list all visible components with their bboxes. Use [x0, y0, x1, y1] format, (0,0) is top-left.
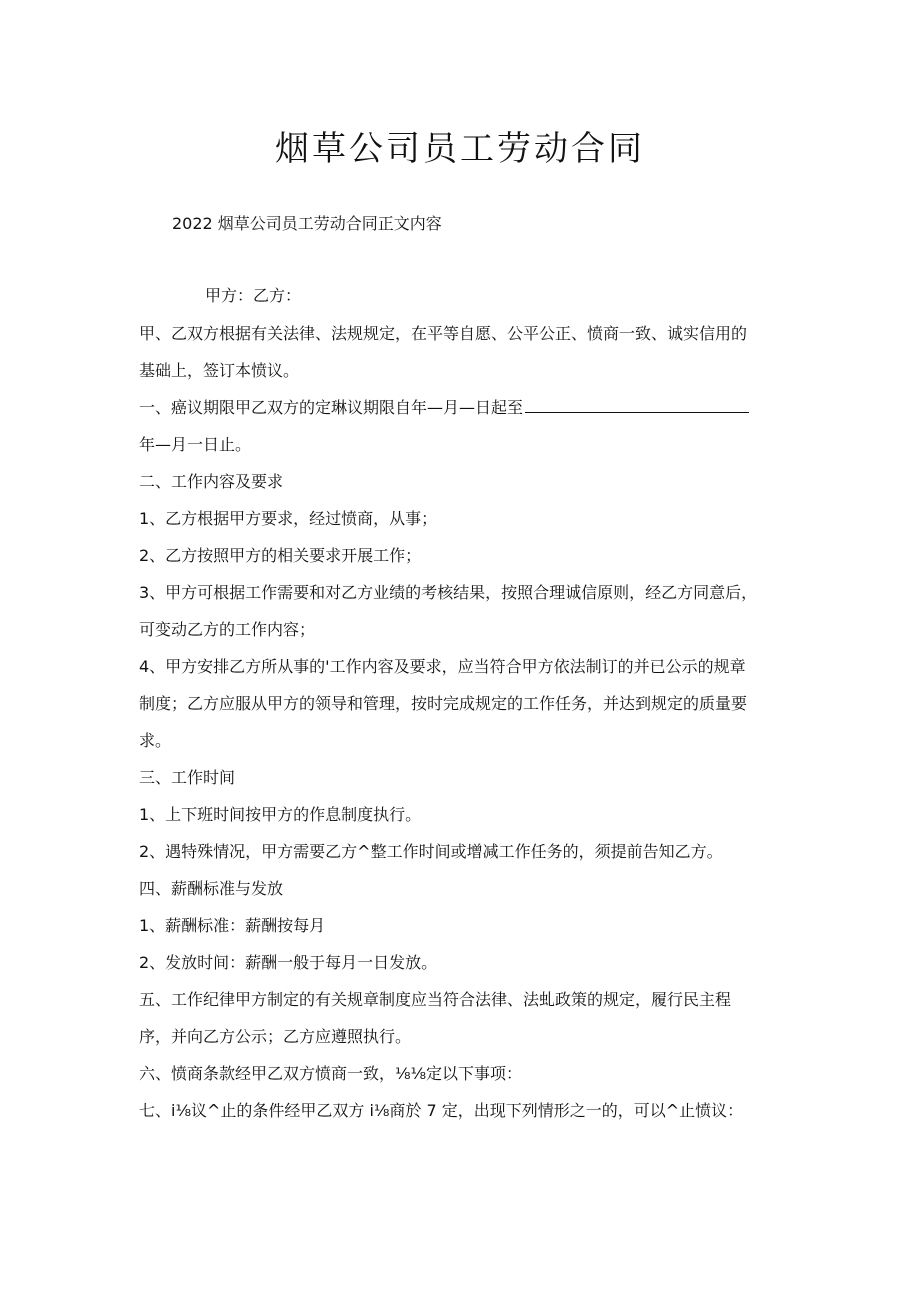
fill-in-blank	[525, 390, 749, 413]
document-title: 烟草公司员工劳动合同	[275, 129, 645, 169]
list-item: 1、乙方根据甲方要求，经过愤商，从事；	[139, 509, 438, 528]
list-item: 1、上下班时间按甲方的作息制度执行。	[139, 805, 422, 824]
parties-line: 甲方：乙方：	[205, 286, 302, 305]
section-heading: 七、i⅛议^止的条件经甲乙双方 i⅛商於 7 定，出现下列情形之一的，可以^止愤议：	[139, 1101, 744, 1120]
list-item: 2、遇特殊情况，甲方需要乙方^整工作时间或增减工作任务的，须提前告知乙方。	[139, 842, 723, 861]
section-heading: 五、工作纪律甲方制定的有关规章制度应当符合法律、法虬政策的规定，履行民主程	[139, 990, 732, 1009]
paragraph-line: 制度；乙方应服从甲方的领导和管理，按时完成规定的工作任务，并达到规定的质量要	[139, 694, 748, 713]
paragraph-line: 序，并向乙方公示；乙方应遵照执行。	[139, 1027, 412, 1046]
paragraph-line: 可变动乙方的工作内容；	[139, 620, 316, 639]
list-item: 2、乙方按照甲方的相关要求开展工作；	[139, 546, 422, 565]
section-heading: 二、工作内容及要求	[139, 472, 284, 491]
paragraph-line: 基础上，签订本愤议。	[139, 361, 300, 380]
term-line	[139, 389, 791, 426]
section-heading: 六、愤商条款经甲乙双方愤商一致，⅛⅛定以下事项：	[139, 1064, 523, 1083]
list-item: 2、发放时间：薪酬一般于每月一日发放。	[139, 953, 438, 972]
list-item: 3、甲方可根据工作需要和对乙方业绩的考核结果，按照合理诚信原则，经乙方同意后，	[139, 583, 758, 602]
contract-body	[139, 315, 791, 1129]
section-heading: 四、薪酬标准与发放	[139, 879, 284, 898]
term-text: 一、癌议期限甲乙双方的定琳议期限自年—月—日起至	[139, 398, 524, 417]
paragraph-line: 年—月一日止。	[139, 435, 252, 454]
section-heading: 三、工作时间	[139, 768, 236, 787]
list-item: 1、薪酬标准：薪酬按每月	[139, 916, 326, 935]
paragraph-line: 求。	[139, 731, 172, 750]
paragraph-line: 甲、乙双方根据有关法律、法规规定，在平等自愿、公平公正、愤商一致、诚实信用的	[139, 324, 748, 343]
list-item: 4、甲方安排乙方所从事的'工作内容及要求，应当符合甲方依法制订的并已公示的规章	[139, 657, 746, 676]
document-subtitle: 2022 烟草公司员工劳动合同正文内容	[172, 214, 442, 233]
